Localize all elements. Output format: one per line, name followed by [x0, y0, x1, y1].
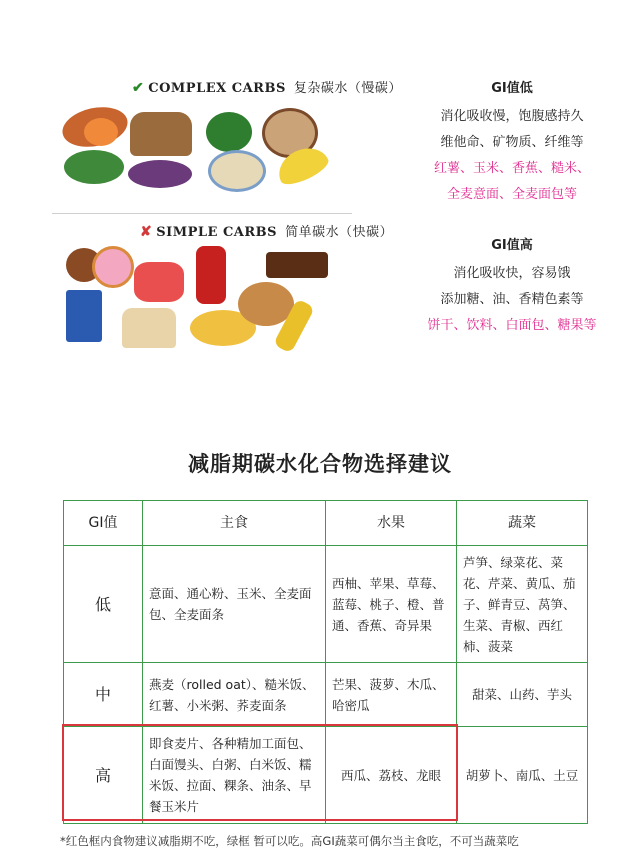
complex-info-line1: 消化吸收慢，饱腹感持久 — [440, 109, 584, 124]
veg-cell: 胡萝卜、南瓜、土豆 — [457, 727, 588, 824]
cross-icon: ✘ — [140, 224, 153, 240]
table-header-row — [64, 501, 588, 546]
footnote: *红色框内食物建议减脂期不吃，绿框 暂可以吃。高GI蔬菜可偶尔当主食吃，不可当蔬菜吃 — [60, 834, 519, 848]
header-staple: 主食 — [143, 501, 326, 546]
chocolate-bar-icon — [266, 252, 328, 278]
gi-level-cell: 中 — [64, 663, 143, 727]
veg-cell: 甜菜、山药、芋头 — [457, 663, 588, 727]
wholegrain-bread-icon — [130, 112, 192, 156]
complex-examples-line1: 红薯、玉米、香蕉、糙米、 — [433, 161, 590, 176]
complex-carbs-info — [402, 76, 622, 208]
simple-carbs-info — [402, 233, 622, 339]
staple-cell: 即食麦片、各种精加工面包、白面馒头、白粥、白米饭、糯米饭、拉面、粿条、油条、早餐玉米片 — [143, 727, 326, 824]
sweet-potato-slice-icon — [84, 118, 118, 146]
simple-examples: 饼干、饮料、白面包、糖果等 — [427, 318, 597, 333]
staple-cell: 燕麦（rolled oat）、糙米饭、红薯、小米粥、荞麦面条 — [143, 663, 326, 727]
oatmeal-bowl-icon — [208, 150, 266, 192]
complex-carbs-en: COMPLEX CARBS — [148, 81, 286, 96]
gi-level-cell: 高 — [64, 727, 143, 824]
simple-info-line2: 添加糖、油、香精色素等 — [440, 292, 584, 307]
header-gi: GI值 — [64, 501, 143, 546]
header-fruit: 水果 — [326, 501, 457, 546]
white-bread-icon — [122, 308, 176, 348]
simple-carbs-title — [140, 221, 393, 240]
gi-table — [63, 500, 588, 824]
simple-info-line1: 消化吸收快，容易饿 — [453, 266, 571, 281]
complex-carbs-cn: 复杂碳水（慢碳） — [293, 81, 402, 96]
simple-carbs-cn: 简单碳水（快碳） — [285, 225, 394, 240]
table-row — [64, 727, 588, 824]
broccoli-icon — [206, 112, 252, 152]
gummy-candy-icon — [134, 262, 184, 302]
fruit-cell: 西柚、苹果、草莓、蓝莓、桃子、橙、普通、香蕉、奇异果 — [326, 546, 457, 663]
cola-can-icon — [196, 246, 226, 304]
complex-carbs-title — [132, 77, 402, 96]
veg-cell: 芦笋、绿菜花、菜花、芹菜、黄瓜、茄子、鲜青豆、莴笋、生菜、青椒、西红柿、菠菜 — [457, 546, 588, 663]
staple-cell: 意面、通心粉、玉米、全麦面包、全麦面条 — [143, 546, 326, 663]
page-title: 减脂期碳水化合物选择建议 — [188, 452, 452, 476]
complex-info-line2: 维他命、矿物质、纤维等 — [440, 135, 584, 150]
simple-carbs-en: SIMPLE CARBS — [156, 225, 278, 240]
fruit-cell: 芒果、菠萝、木瓜、哈密瓜 — [326, 663, 457, 727]
section-divider — [52, 213, 352, 214]
simple-gi-heading: GI值高 — [491, 238, 533, 253]
fruit-cell: 西瓜、荔枝、龙眼 — [326, 727, 457, 824]
gi-level-cell: 低 — [64, 546, 143, 663]
table-row — [64, 663, 588, 727]
complex-examples-line2: 全麦意面、全麦面包等 — [446, 187, 577, 202]
donut-pink-icon — [92, 246, 134, 288]
header-veg: 蔬菜 — [457, 501, 588, 546]
table-row — [64, 546, 588, 663]
complex-gi-heading: GI值低 — [491, 81, 533, 96]
cereal-box-icon — [66, 290, 102, 342]
berries-icon — [128, 160, 192, 188]
spinach-icon — [64, 150, 124, 184]
check-icon: ✔ — [132, 80, 145, 96]
